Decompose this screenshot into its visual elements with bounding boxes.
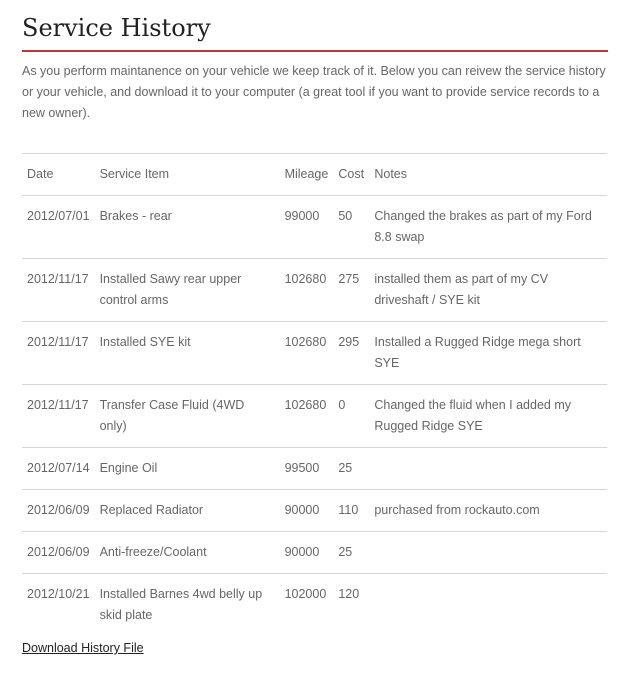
cell-cost: 25 — [333, 448, 369, 490]
cell-mileage: 102000 — [280, 574, 334, 637]
cell-cost: 0 — [333, 385, 369, 448]
cell-date: 2012/11/17 — [22, 322, 95, 385]
cell-date: 2012/11/17 — [22, 385, 95, 448]
cell-cost: 120 — [333, 574, 369, 637]
cell-mileage: 90000 — [280, 490, 334, 532]
cell-date: 2012/06/09 — [22, 490, 95, 532]
table-row — [22, 490, 607, 532]
header-date: Date — [22, 154, 95, 196]
cell-date: 2012/07/14 — [22, 448, 95, 490]
cell-date: 2012/06/09 — [22, 532, 95, 574]
table-row — [22, 259, 607, 322]
cell-service-item: Brakes - rear — [95, 196, 280, 259]
table-row — [22, 448, 607, 490]
header-notes: Notes — [369, 154, 607, 196]
cell-cost: 295 — [333, 322, 369, 385]
cell-date: 2012/11/17 — [22, 259, 95, 322]
table-row — [22, 385, 607, 448]
cell-notes: purchased from rockauto.com — [369, 490, 607, 532]
cell-service-item: Engine Oil — [95, 448, 280, 490]
cell-service-item: Transfer Case Fluid (4WD only) — [95, 385, 280, 448]
cell-service-item: Replaced Radiator — [95, 490, 280, 532]
header-mileage: Mileage — [280, 154, 334, 196]
cell-cost: 110 — [333, 490, 369, 532]
table-row — [22, 196, 607, 259]
table-header-row — [22, 154, 607, 196]
cell-mileage: 102680 — [280, 322, 334, 385]
cell-cost: 275 — [333, 259, 369, 322]
cell-notes — [369, 532, 607, 574]
cell-notes: Changed the fluid when I added my Rugged Ridge SYE — [369, 385, 607, 448]
cell-mileage: 99500 — [280, 448, 334, 490]
service-history-table — [22, 153, 607, 636]
cell-mileage: 102680 — [280, 259, 334, 322]
cell-notes: Installed a Rugged Ridge mega short SYE — [369, 322, 607, 385]
download-history-link[interactable]: Download History File — [22, 641, 144, 655]
table-row — [22, 532, 607, 574]
cell-mileage: 102680 — [280, 385, 334, 448]
cell-service-item: Installed Barnes 4wd belly up skid plate — [95, 574, 280, 637]
cell-notes — [369, 574, 607, 637]
cell-mileage: 99000 — [280, 196, 334, 259]
cell-date: 2012/10/21 — [22, 574, 95, 637]
table-row — [22, 574, 607, 637]
title-divider — [22, 50, 608, 52]
cell-mileage: 90000 — [280, 532, 334, 574]
header-service-item: Service Item — [95, 154, 280, 196]
cell-service-item: Installed SYE kit — [95, 322, 280, 385]
cell-service-item: Installed Sawy rear upper control arms — [95, 259, 280, 322]
cell-notes — [369, 448, 607, 490]
page-title: Service History — [22, 14, 211, 42]
cell-notes: installed them as part of my CV driveshaft / SYE kit — [369, 259, 607, 322]
intro-text: As you perform maintanence on your vehicle we keep track of it. Below you can reivew the service history or your vehicle, and download it to your computer (a great tool if you want to provide service records to a new owner). — [22, 64, 606, 120]
cell-service-item: Anti-freeze/Coolant — [95, 532, 280, 574]
cell-date: 2012/07/01 — [22, 196, 95, 259]
header-cost: Cost — [333, 154, 369, 196]
cell-cost: 25 — [333, 532, 369, 574]
cell-notes: Changed the brakes as part of my Ford 8.8 swap — [369, 196, 607, 259]
cell-cost: 50 — [333, 196, 369, 259]
table-row — [22, 322, 607, 385]
